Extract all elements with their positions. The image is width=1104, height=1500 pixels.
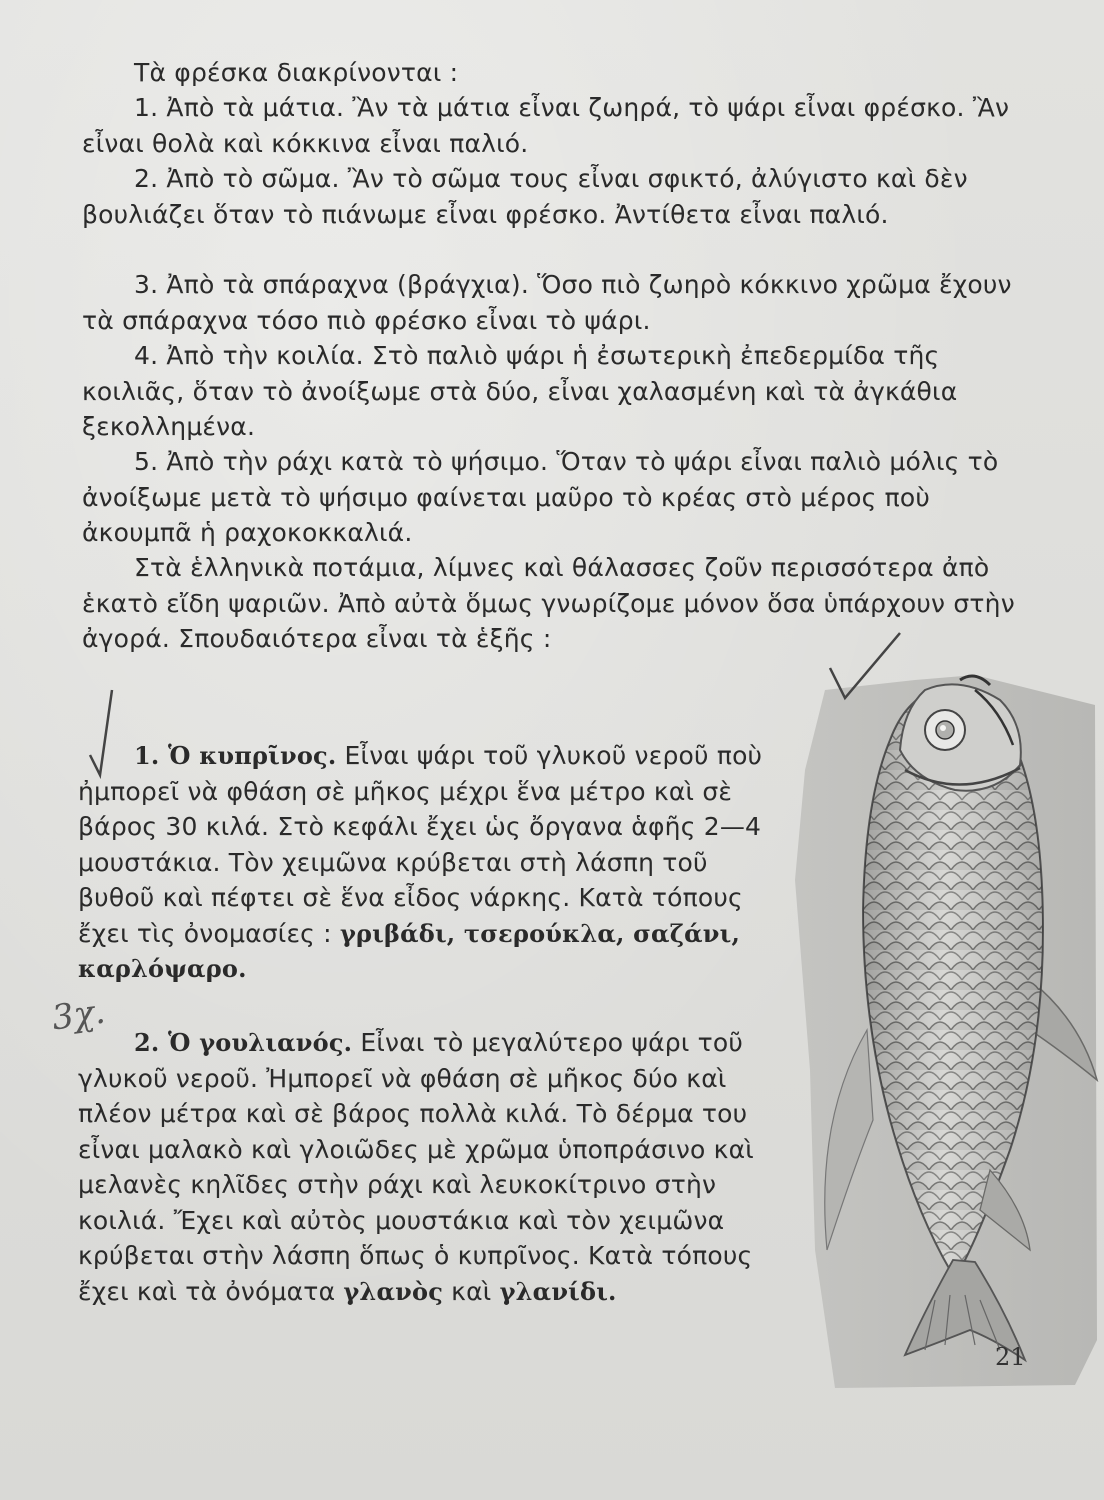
catfish-section <box>78 1025 778 1309</box>
carp-illustration <box>775 650 1100 1390</box>
freshness-criterion-spine: 5. Ἀπὸ τὴν ράχι κατὰ τὸ ψήσιμο. Ὅταν τὸ ψάρι εἶναι παλιὸ μόλις τὸ ἀνοίξωμε μετὰ τὸ ψήσιμο φαίνεται μαῦρο τὸ κρέας στὸ μέρος ποὺ ἀκουμπᾶ ἡ ραχοκοκκαλιά. <box>82 447 999 547</box>
carp-text: Εἶναι ψάρι τοῦ γλυκοῦ νεροῦ ποὺ ἠμπορεῖ νὰ φθάση σὲ μῆκος μέχρι ἕνα μέτρο καὶ σὲ βάρος 30 κιλά. Στὸ κεφάλι ἔχει ὡς ὄργανα ἁφῆς 2—4 μουστάκια. Τὸν χειμῶνα κρύβεται στὴ λάσπη τοῦ βυθοῦ καὶ πέφτει σὲ ἕνα εἶδος νάρκης. Κατὰ τόπους ἔχει τὶς ὀνομασίες : <box>78 741 763 948</box>
catfish-heading: 2. Ὁ γουλιανός. <box>134 1028 353 1057</box>
check-mark-icon <box>820 628 910 708</box>
intro-paragraph: Τὰ φρέσκα διακρίνονται : <box>134 58 459 87</box>
freshness-criterion-eyes: 1. Ἀπὸ τὰ μάτια. Ἂν τὰ μάτια εἶναι ζωηρά, τὸ ψάρι εἶναι φρέσκο. Ἂν εἶναι θολὰ καὶ κόκκινα εἶναι παλιό. <box>82 93 1010 158</box>
carp-section <box>78 738 778 987</box>
page-number: 21 <box>995 1343 1026 1371</box>
catfish-text: Εἶναι τὸ μεγαλύτερο ψάρι τοῦ γλυκοῦ νεροῦ. Ἠμπορεῖ νὰ φθάση σὲ μῆκος δύο καὶ πλέον μέτρα καὶ σὲ βάρος πολλὰ κιλά. Τὸ δέρμα του εἶναι μαλακὸ καὶ γλοιῶδες μὲ χρῶμα ὑποπράσινο καὶ μελανὲς κηλῖδες στὴν ράχι καὶ λευκοκίτρινο στὴν κοιλιά. Ἔχει καὶ αὐτὸς μουστάκια καὶ τὸν χειμῶνα κρύβεται στὴν λάσπη ὅπως ὁ κυπρῖνος. Κατὰ τόπους ἔχει καὶ τὰ ὀνόματα <box>78 1028 754 1306</box>
freshness-criterion-gills: 3. Ἀπὸ τὰ σπάραχνα (βράγχια). Ὅσο πιὸ ζωηρὸ κόκκινο χρῶμα ἔχουν τὰ σπάραχνα τόσο πιὸ φρέσκο εἶναι τὸ ψάρι. <box>82 270 1012 335</box>
freshness-criterion-belly: 4. Ἀπὸ τὴν κοιλία. Στὸ παλιὸ ψάρι ἡ ἐσωτερικὴ ἐπεδερμίδα τῆς κοιλιᾶς, ὅταν τὸ ἀνοίξωμε στὰ δύο, εἶναι χαλασμένη καὶ τὰ ἀγκάθια ξεκολλημένα. <box>82 341 958 441</box>
carp-local-names: γριβάδι, τσερούκλα, σαζάνι, καρλόψαρο. <box>78 918 741 983</box>
freshness-criterion-body: 2. Ἀπὸ τὸ σῶμα. Ἂν τὸ σῶμα τους εἶναι σφικτό, ἀλύγιστο καὶ δὲν βουλιάζει ὅταν τὸ πιάνωμε εἶναι φρέσκο. Ἀντίθετα εἶναι παλιό. <box>82 164 968 229</box>
handwritten-note: 3χ. <box>49 991 108 1039</box>
species-intro-paragraph: Στὰ ἑλληνικὰ ποτάμια, λίμνες καὶ θάλασσες ζοῦν περισσότερα ἀπὸ ἑκατὸ εἴδη ψαριῶν. Ἀπὸ αὐτὰ ὅμως γνωρίζομε μόνον ὅσα ὑπάρχουν στὴν ἀγορά. Σπουδαιότερα εἶναι τὰ ἑξῆς : <box>82 553 1015 653</box>
check-mark-icon <box>84 680 134 780</box>
catfish-name-1: γλανὸς <box>343 1276 444 1306</box>
carp-heading: 1. Ὁ κυπρῖνος. <box>134 741 337 770</box>
catfish-name-2: γλανίδι. <box>499 1276 617 1306</box>
catfish-conjunction: καὶ <box>443 1276 500 1306</box>
